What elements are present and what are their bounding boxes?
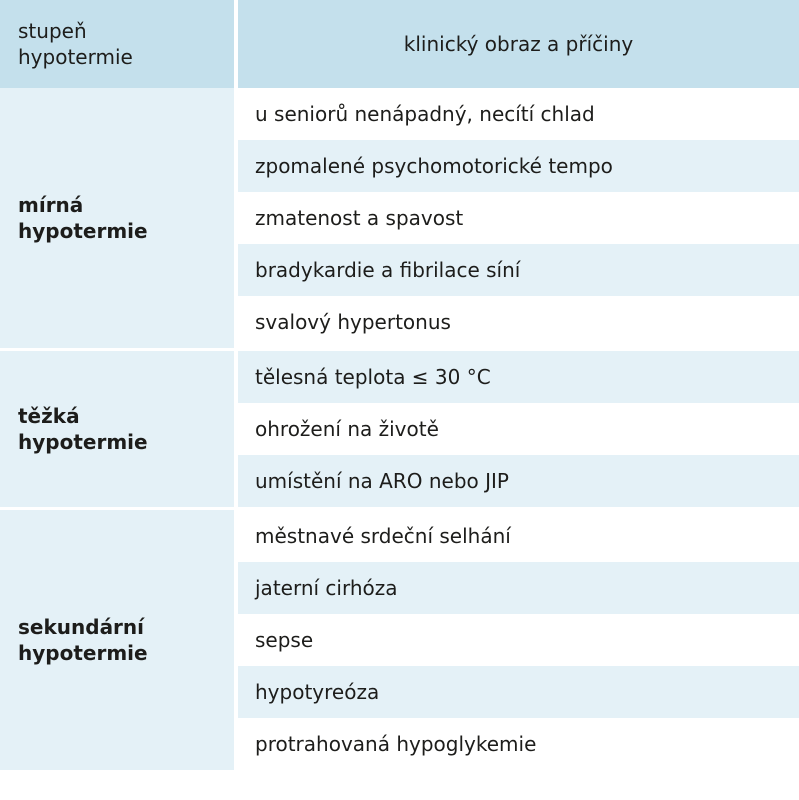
header-clinical: klinický obraz a příčiny (236, 0, 799, 88)
table-cell: umístění na ARO nebo JIP (236, 455, 799, 507)
table-row (0, 507, 799, 562)
table-cell: ohrožení na životě (236, 403, 799, 455)
table-cell: sepse (236, 614, 799, 666)
table-cell: tělesná teplota ≤ 30 °C (236, 348, 799, 403)
header-stage (0, 0, 236, 88)
table-row (0, 88, 799, 140)
table-cell: jaterní cirhóza (236, 562, 799, 614)
group-name-line2: hypotermie (18, 219, 148, 243)
table-cell: u seniorů nenápadný, necítí chlad (236, 88, 799, 140)
group-label-secondary (0, 507, 236, 770)
group-name-line1: těžká (18, 404, 80, 428)
group-name-line1: sekundární (18, 615, 145, 639)
table-cell: svalový hypertonus (236, 296, 799, 348)
group-name-line1: mírná (18, 193, 84, 217)
table-header-row (0, 0, 799, 88)
table-cell: městnavé srdeční selhání (236, 507, 799, 562)
header-stage-line2: hypotermie (18, 45, 133, 69)
table-row (0, 348, 799, 403)
header-stage-line1: stupeň (18, 19, 87, 43)
group-name-line2: hypotermie (18, 430, 148, 454)
table-cell: protrahovaná hypoglykemie (236, 718, 799, 770)
group-name-line2: hypotermie (18, 641, 148, 665)
group-label-mild (0, 88, 236, 348)
table-cell: zmatenost a spavost (236, 192, 799, 244)
table-cell: hypotyreóza (236, 666, 799, 718)
table-cell: zpomalené psychomotorické tempo (236, 140, 799, 192)
table-cell: bradykardie a fibrilace síní (236, 244, 799, 296)
group-label-severe (0, 348, 236, 507)
